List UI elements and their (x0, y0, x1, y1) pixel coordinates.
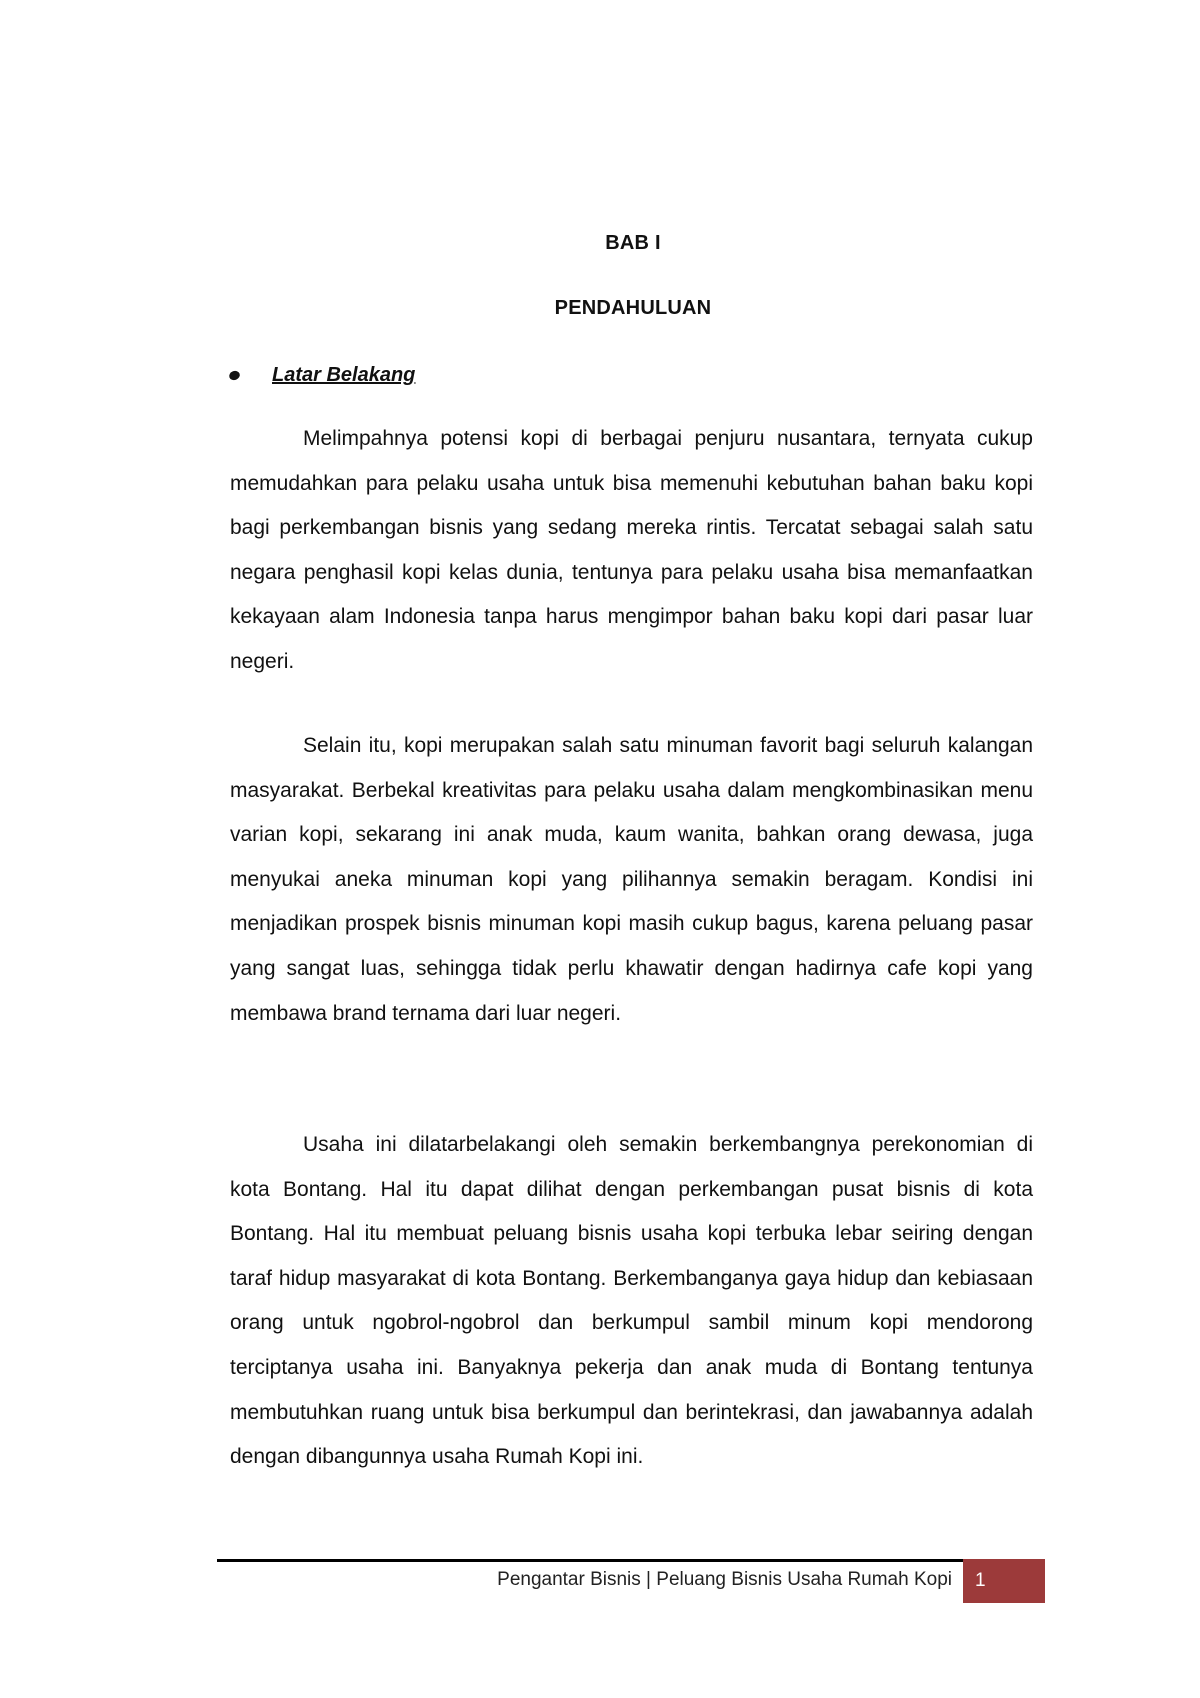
section-title: Latar Belakang (272, 363, 416, 386)
bullet-icon (228, 369, 241, 381)
section-heading (230, 360, 415, 390)
chapter-label: BAB I (605, 232, 661, 254)
chapter-title: PENDAHULUAN (554, 297, 712, 319)
page-number-badge (963, 1559, 1045, 1603)
paragraph-2: Selain itu, kopi merupakan salah satu minuman favorit bagi seluruh kalangan masyarakat. Berbekal kreativitas para pelaku usaha dalam mengkombinasikan menu varian kopi, sekarang ini anak muda, kaum wanita, bahkan orang dewasa, juga menyukai aneka minuman kopi yang pilihannya semakin beragam. Kondisi ini menjadikan prospek bisnis minuman kopi masih cukup bagus, karena peluang pasar yang sangat luas, sehingga tidak perlu khawatir dengan hadirnya cafe kopi yang membawa brand ternama dari luar negeri. (230, 734, 1033, 1025)
footer-running-title: Pengantar Bisnis | Peluang Bisnis Usaha Rumah Kopi (497, 1569, 952, 1590)
footer-divider (217, 1559, 963, 1562)
page-number: 1 (975, 1570, 986, 1591)
paragraph-1: Melimpahnya potensi kopi di berbagai penjuru nusantara, ternyata cukup memudahkan para pelaku usaha untuk bisa memenuhi kebutuhan bahan baku kopi bagi perkembangan bisnis yang sedang mereka rintis. Tercatat sebagai salah satu negara penghasil kopi kelas dunia, tentunya para pelaku usaha bisa memanfaatkan kekayaan alam Indonesia tanpa harus mengimpor bahan baku kopi dari pasar luar negeri. (230, 427, 1033, 673)
paragraph-3: Usaha ini dilatarbelakangi oleh semakin berkembangnya perekonomian di kota Bontang. Hal itu dapat dilihat dengan perkembangan pusat bisnis di kota Bontang. Hal itu membuat peluang bisnis usaha kopi terbuka lebar seiring dengan taraf hidup masyarakat di kota Bontang. Berkembanganya gaya hidup dan kebiasaan orang untuk ngobrol-ngobrol dan berkumpul sambil minum kopi mendorong terciptanya usaha ini. Banyaknya pekerja dan anak muda di Bontang tentunya membutuhkan ruang untuk bisa berkumpul dan berintekrasi, dan jawabannya adalah dengan dibangunnya usaha Rumah Kopi ini. (230, 1133, 1033, 1469)
